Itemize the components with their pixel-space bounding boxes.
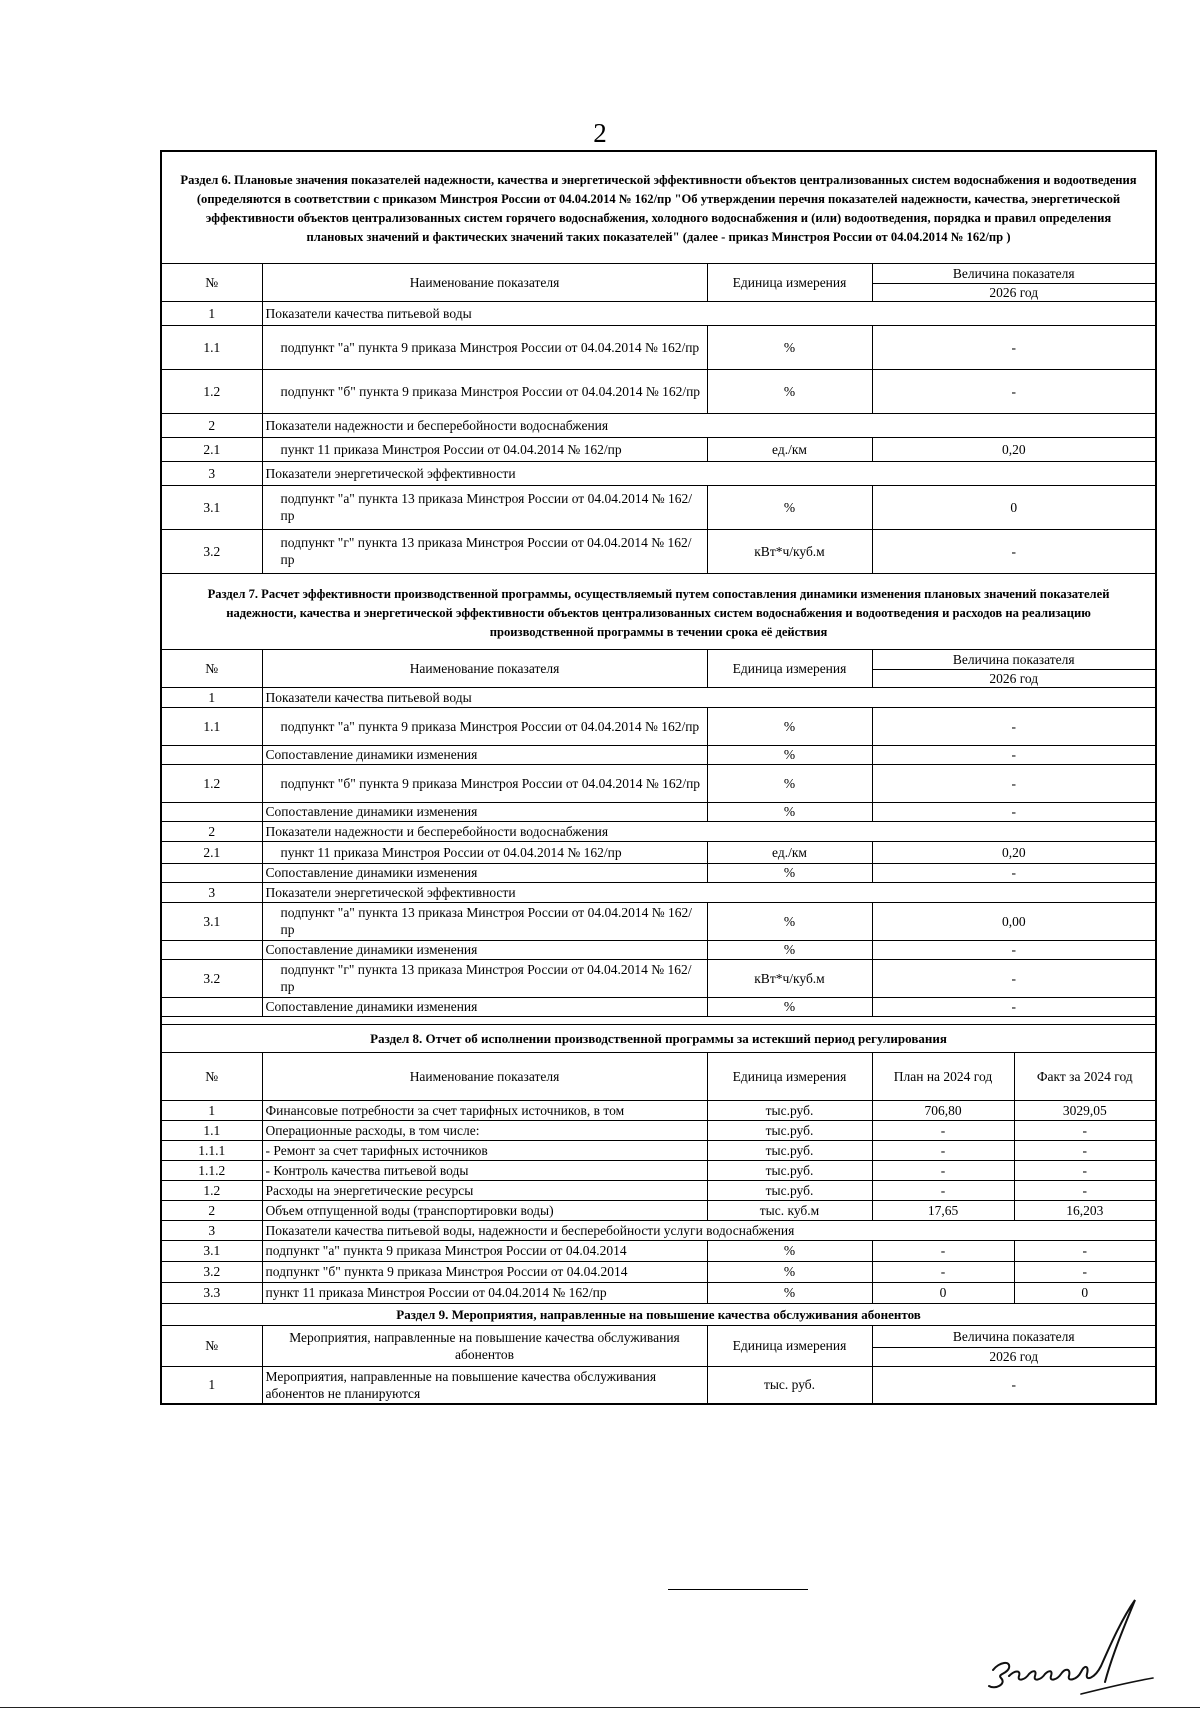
spacer-row: [161, 1016, 1156, 1024]
header-num: №: [161, 1052, 262, 1100]
row-unit: ед./км: [707, 841, 872, 863]
row-name: пункт 11 приказа Минстроя России от 04.04.2014 № 162/пр: [262, 841, 707, 863]
row-number: 2.1: [161, 841, 262, 863]
row-fact: -: [1014, 1160, 1156, 1180]
header-name: Наименование показателя: [262, 1052, 707, 1100]
row-number: 1.2: [161, 1180, 262, 1200]
row-number: 3.1: [161, 902, 262, 940]
table-row: [161, 707, 1156, 745]
row-number: 1: [161, 1100, 262, 1120]
row-number: 1.1.2: [161, 1160, 262, 1180]
group-heading: Показатели надежности и бесперебойности водоснабжения: [262, 413, 1156, 437]
row-fact: -: [1014, 1261, 1156, 1282]
row-name: подпункт "б" пункта 9 приказа Минстроя России от 04.04.2014: [262, 1261, 707, 1282]
header-year: 2026 год: [872, 1347, 1156, 1366]
table-row: [161, 1120, 1156, 1140]
row-unit: %: [707, 485, 872, 529]
table-row: [161, 369, 1156, 413]
page-bottom-edge: [0, 1707, 1200, 1708]
table-row: [161, 1160, 1156, 1180]
row-number: 3.1: [161, 485, 262, 529]
row-name: подпункт "а" пункта 9 приказа Минстроя России от 04.04.2014 № 162/пр: [262, 325, 707, 369]
handwritten-signature: [985, 1590, 1155, 1700]
group-heading: Показатели энергетической эффективности: [262, 461, 1156, 485]
row-name: - Контроль качества питьевой воды: [262, 1160, 707, 1180]
table-header-row: [161, 649, 1156, 669]
row-value: -: [872, 707, 1156, 745]
row-number: 3.2: [161, 1261, 262, 1282]
row-number: 1.2: [161, 764, 262, 802]
row-unit: тыс.руб.: [707, 1160, 872, 1180]
row-name: пункт 11 приказа Минстроя России от 04.04.2014 № 162/пр: [262, 437, 707, 461]
header-value: Величина показателя: [872, 649, 1156, 669]
row-number: 2: [161, 821, 262, 841]
row-value: 0: [872, 485, 1156, 529]
row-fact: 3029,05: [1014, 1100, 1156, 1120]
row-fact: -: [1014, 1180, 1156, 1200]
table-row: [161, 882, 1156, 902]
table-row: [161, 325, 1156, 369]
row-number: 1.1: [161, 325, 262, 369]
table-row: [161, 1100, 1156, 1120]
table-row: [161, 301, 1156, 325]
header-year: 2026 год: [872, 669, 1156, 687]
row-plan: 0: [872, 1282, 1014, 1303]
row-name: Операционные расходы, в том числе:: [262, 1120, 707, 1140]
table-row: [161, 821, 1156, 841]
row-name: подпункт "г" пункта 13 приказа Минстроя России от 04.04.2014 № 162/пр: [262, 529, 707, 573]
row-unit: %: [707, 325, 872, 369]
table-row: [161, 841, 1156, 863]
row-number: 1.1.1: [161, 1140, 262, 1160]
row-unit: %: [707, 1261, 872, 1282]
row-value: -: [872, 959, 1156, 997]
table-row: [161, 745, 1156, 764]
row-value: -: [872, 802, 1156, 821]
row-unit: ед./км: [707, 437, 872, 461]
row-plan: -: [872, 1180, 1014, 1200]
section7-title: Раздел 7. Расчет эффективности производственной программы, осуществляемый путем сопоставления динамики изменения плановых значений показателей надежности, качества и энергетической эффективности объектов централизованных систем водоснабжения и водоотведения и расходов на реализацию производственной программы в течении срока её действия: [161, 573, 1156, 649]
row-number: [161, 745, 262, 764]
header-unit: Единица измерения: [707, 263, 872, 301]
row-number: [161, 997, 262, 1016]
table-row: [161, 940, 1156, 959]
report-table: [160, 150, 1157, 1405]
row-number: 3: [161, 1220, 262, 1240]
section-title-row: [161, 573, 1156, 649]
row-number: [161, 863, 262, 882]
row-fact: 16,203: [1014, 1200, 1156, 1220]
row-plan: 706,80: [872, 1100, 1014, 1120]
row-number: 3.1: [161, 1240, 262, 1261]
row-name: Сопоставление динамики изменения: [262, 940, 707, 959]
row-value: -: [872, 1366, 1156, 1404]
header-unit: Единица измерения: [707, 1325, 872, 1366]
section6-title: Раздел 6. Плановые значения показателей надежности, качества и энергетической эффективности объектов централизованных систем водоснабжения и водоотведения (определяются в соответствии с приказом Минстроя России от 04.04.2014 № 162/пр "Об утверждении перечня показателей надежности, качества, энергетической эффективности объектов централизованных систем горячего водоснабжения, холодного водоснабжения и (или) водоотведения, порядка и правил определения плановых значений и фактических значений таких показателей" (далее - приказ Минстроя России от 04.04.2014 № 162/пр ): [161, 151, 1156, 263]
row-number: 2.1: [161, 437, 262, 461]
header-num: №: [161, 263, 262, 301]
table-row: [161, 1261, 1156, 1282]
row-name: подпункт "б" пункта 9 приказа Минстроя России от 04.04.2014 № 162/пр: [262, 369, 707, 413]
table-header-row: [161, 1325, 1156, 1347]
table-row: [161, 959, 1156, 997]
row-number: 3.3: [161, 1282, 262, 1303]
table-header-row: [161, 1052, 1156, 1100]
row-plan: -: [872, 1160, 1014, 1180]
row-unit: тыс.руб.: [707, 1120, 872, 1140]
row-unit: %: [707, 802, 872, 821]
group-heading: Показатели качества питьевой воды: [262, 687, 1156, 707]
table-row: [161, 764, 1156, 802]
row-name: пункт 11 приказа Минстроя России от 04.04.2014 № 162/пр: [262, 1282, 707, 1303]
row-plan: -: [872, 1261, 1014, 1282]
header-unit: Единица измерения: [707, 1052, 872, 1100]
row-value: -: [872, 529, 1156, 573]
row-name: Мероприятия, направленные на повышение качества обслуживания абонентов не планируются: [262, 1366, 707, 1404]
section-title-row: [161, 1303, 1156, 1325]
row-number: 1.2: [161, 369, 262, 413]
row-number: [161, 802, 262, 821]
row-number: 1.1: [161, 707, 262, 745]
header-num: №: [161, 1325, 262, 1366]
header-value: Величина показателя: [872, 1325, 1156, 1347]
row-number: 1: [161, 687, 262, 707]
table-row: [161, 997, 1156, 1016]
row-unit: кВт*ч/куб.м: [707, 959, 872, 997]
row-name: подпункт "г" пункта 13 приказа Минстроя России от 04.04.2014 № 162/пр: [262, 959, 707, 997]
row-value: -: [872, 940, 1156, 959]
table-row: [161, 1366, 1156, 1404]
row-plan: -: [872, 1120, 1014, 1140]
row-name: подпункт "б" пункта 9 приказа Минстроя России от 04.04.2014 № 162/пр: [262, 764, 707, 802]
table-row: [161, 1220, 1156, 1240]
row-unit: %: [707, 997, 872, 1016]
row-fact: -: [1014, 1240, 1156, 1261]
header-unit: Единица измерения: [707, 649, 872, 687]
group-heading: Показатели надежности и бесперебойности водоснабжения: [262, 821, 1156, 841]
header-name: Наименование показателя: [262, 263, 707, 301]
row-value: 0,00: [872, 902, 1156, 940]
header-value: Величина показателя: [872, 263, 1156, 283]
row-plan: 17,65: [872, 1200, 1014, 1220]
section-title-row: [161, 151, 1156, 263]
row-value: -: [872, 369, 1156, 413]
row-unit: кВт*ч/куб.м: [707, 529, 872, 573]
row-unit: тыс.руб.: [707, 1180, 872, 1200]
row-name: подпункт "а" пункта 9 приказа Минстроя России от 04.04.2014 № 162/пр: [262, 707, 707, 745]
row-unit: %: [707, 745, 872, 764]
row-name: - Ремонт за счет тарифных источников: [262, 1140, 707, 1160]
row-name: Финансовые потребности за счет тарифных источников, в том: [262, 1100, 707, 1120]
row-name: подпункт "а" пункта 13 приказа Минстроя России от 04.04.2014 № 162/пр: [262, 902, 707, 940]
table-row: [161, 437, 1156, 461]
group-heading: Показатели качества питьевой воды, надежности и бесперебойности услуги водоснабжения: [262, 1220, 1156, 1240]
group-heading: Показатели качества питьевой воды: [262, 301, 1156, 325]
row-name: подпункт "а" пункта 13 приказа Минстроя России от 04.04.2014 № 162/пр: [262, 485, 707, 529]
row-unit: %: [707, 940, 872, 959]
row-number: 3.2: [161, 959, 262, 997]
section-title-row: [161, 1024, 1156, 1052]
row-number: 2: [161, 1200, 262, 1220]
row-unit: %: [707, 369, 872, 413]
table-row: [161, 1282, 1156, 1303]
row-value: 0,20: [872, 437, 1156, 461]
row-number: 1.1: [161, 1120, 262, 1140]
row-fact: -: [1014, 1140, 1156, 1160]
table-row: [161, 1140, 1156, 1160]
row-unit: %: [707, 863, 872, 882]
footer-divider: [668, 1589, 808, 1590]
row-unit: %: [707, 1282, 872, 1303]
table-row: [161, 902, 1156, 940]
document-frame: [160, 150, 1155, 1405]
section9-title: Раздел 9. Мероприятия, направленные на повышение качества обслуживания абонентов: [161, 1303, 1156, 1325]
table-row: [161, 1180, 1156, 1200]
header-name: Мероприятия, направленные на повышение качества обслуживания абонентов: [262, 1325, 707, 1366]
row-value: -: [872, 325, 1156, 369]
row-number: [161, 940, 262, 959]
row-name: Расходы на энергетические ресурсы: [262, 1180, 707, 1200]
row-number: 3.2: [161, 529, 262, 573]
row-name: Объем отпущенной воды (транспортировки воды): [262, 1200, 707, 1220]
row-value: -: [872, 997, 1156, 1016]
row-plan: -: [872, 1140, 1014, 1160]
header-plan: План на 2024 год: [872, 1052, 1014, 1100]
row-value: -: [872, 764, 1156, 802]
row-fact: 0: [1014, 1282, 1156, 1303]
table-header-row: [161, 263, 1156, 283]
row-value: -: [872, 745, 1156, 764]
header-name: Наименование показателя: [262, 649, 707, 687]
row-unit: %: [707, 764, 872, 802]
row-plan: -: [872, 1240, 1014, 1261]
row-name: Сопоставление динамики изменения: [262, 997, 707, 1016]
table-row: [161, 687, 1156, 707]
row-name: Сопоставление динамики изменения: [262, 863, 707, 882]
table-row: [161, 1200, 1156, 1220]
page-number: 2: [593, 118, 607, 148]
row-unit: %: [707, 707, 872, 745]
row-number: 3: [161, 882, 262, 902]
table-row: [161, 1240, 1156, 1261]
row-name: Сопоставление динамики изменения: [262, 745, 707, 764]
row-unit: тыс. руб.: [707, 1366, 872, 1404]
row-unit: тыс.руб.: [707, 1100, 872, 1120]
table-row: [161, 863, 1156, 882]
header-year: 2026 год: [872, 283, 1156, 301]
row-unit: %: [707, 1240, 872, 1261]
table-row: [161, 413, 1156, 437]
table-row: [161, 802, 1156, 821]
section8-title: Раздел 8. Отчет об исполнении производственной программы за истекший период регулирования: [161, 1024, 1156, 1052]
row-unit: %: [707, 902, 872, 940]
table-row: [161, 485, 1156, 529]
group-heading: Показатели энергетической эффективности: [262, 882, 1156, 902]
row-number: 2: [161, 413, 262, 437]
row-fact: -: [1014, 1120, 1156, 1140]
row-number: 3: [161, 461, 262, 485]
row-number: 1: [161, 301, 262, 325]
row-number: 1: [161, 1366, 262, 1404]
row-name: Сопоставление динамики изменения: [262, 802, 707, 821]
row-unit: тыс.руб.: [707, 1140, 872, 1160]
report-table-body: [161, 151, 1156, 1404]
table-row: [161, 461, 1156, 485]
header-fact: Факт за 2024 год: [1014, 1052, 1156, 1100]
row-name: подпункт "а" пункта 9 приказа Минстроя России от 04.04.2014: [262, 1240, 707, 1261]
table-row: [161, 529, 1156, 573]
row-unit: тыс. куб.м: [707, 1200, 872, 1220]
header-num: №: [161, 649, 262, 687]
row-value: -: [872, 863, 1156, 882]
row-value: 0,20: [872, 841, 1156, 863]
